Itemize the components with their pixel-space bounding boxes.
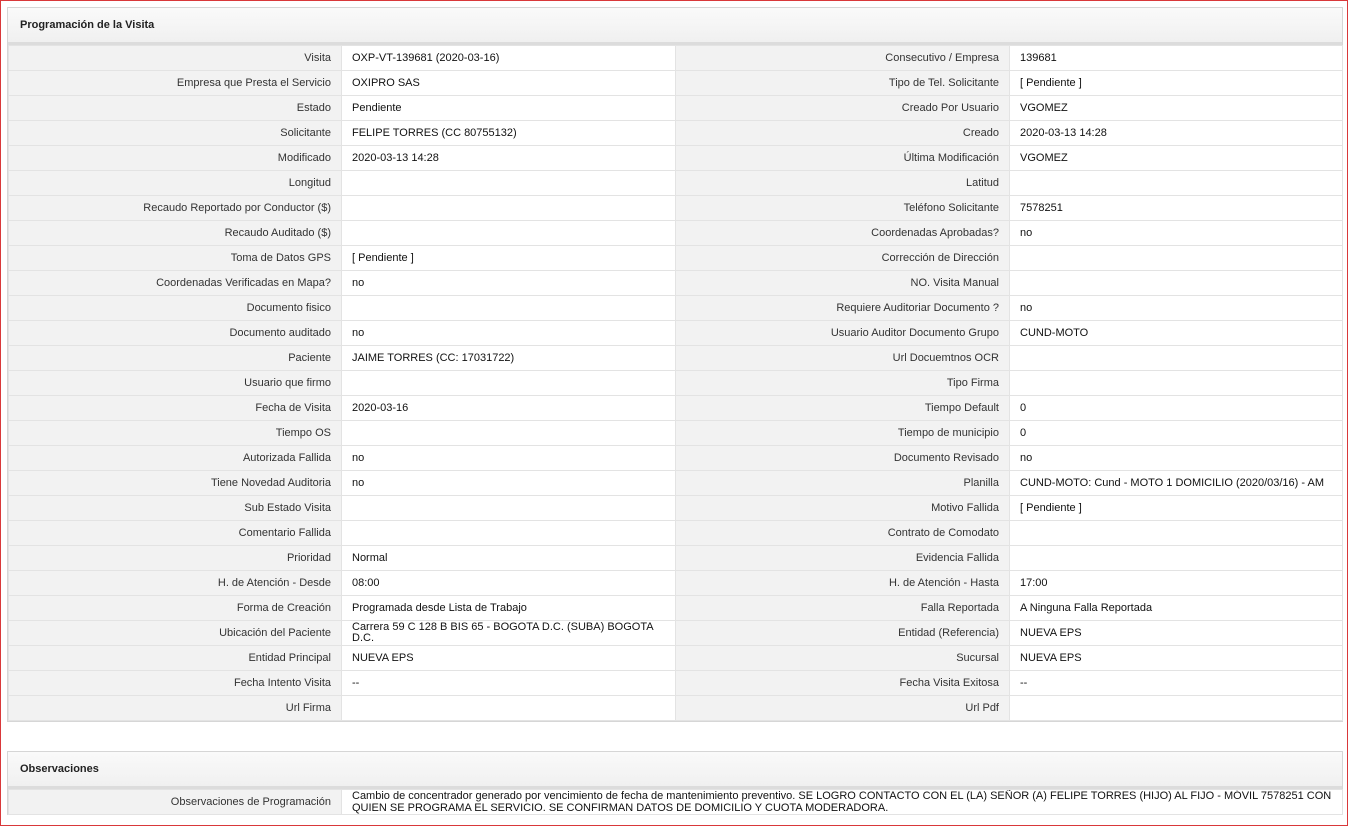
table-row <box>9 471 1343 496</box>
table-row <box>9 696 1343 721</box>
field-value: Pendiente <box>342 96 676 121</box>
observaciones-title: Observaciones <box>8 752 1342 789</box>
table-row <box>9 146 1343 171</box>
field-value: 139681 <box>1010 46 1343 71</box>
field-label: Documento fisico <box>9 296 342 321</box>
table-row <box>9 46 1343 71</box>
field-value: -- <box>1010 671 1343 696</box>
table-row <box>9 321 1343 346</box>
field-label: Tiempo de municipio <box>676 421 1010 446</box>
field-value: Carrera 59 C 128 B BIS 65 - BOGOTA D.C. (SUBA) BOGOTA D.C. <box>342 621 676 646</box>
field-value: CUND-MOTO <box>1010 321 1343 346</box>
field-value: [ Pendiente ] <box>1010 496 1343 521</box>
field-label: Toma de Datos GPS <box>9 246 342 271</box>
field-label: Fecha Intento Visita <box>9 671 342 696</box>
programacion-title: Programación de la Visita <box>8 8 1342 45</box>
field-label: Paciente <box>9 346 342 371</box>
field-label: Tiene Novedad Auditoria <box>9 471 342 496</box>
table-row <box>9 546 1343 571</box>
table-row <box>9 596 1343 621</box>
field-value <box>342 696 676 721</box>
field-label: Comentario Fallida <box>9 521 342 546</box>
field-label: Usuario que firmo <box>9 371 342 396</box>
table-row <box>9 396 1343 421</box>
field-value: FELIPE TORRES (CC 80755132) <box>342 121 676 146</box>
table-row <box>9 96 1343 121</box>
field-value <box>342 496 676 521</box>
field-value: 08:00 <box>342 571 676 596</box>
field-label: Evidencia Fallida <box>676 546 1010 571</box>
table-row <box>9 446 1343 471</box>
field-value: A Ninguna Falla Reportada <box>1010 596 1343 621</box>
field-value: CUND-MOTO: Cund - MOTO 1 DOMICILIO (2020/03/16) - AM <box>1010 471 1343 496</box>
field-label: Recaudo Reportado por Conductor ($) <box>9 196 342 221</box>
field-label: Modificado <box>9 146 342 171</box>
field-label: Forma de Creación <box>9 596 342 621</box>
programacion-table <box>8 45 1343 721</box>
field-label: Usuario Auditor Documento Grupo <box>676 321 1010 346</box>
field-value: Programada desde Lista de Trabajo <box>342 596 676 621</box>
field-label: Documento Revisado <box>676 446 1010 471</box>
field-label: Autorizada Fallida <box>9 446 342 471</box>
field-value: OXIPRO SAS <box>342 71 676 96</box>
field-value <box>342 171 676 196</box>
field-value: no <box>1010 221 1343 246</box>
table-row <box>9 496 1343 521</box>
field-value: no <box>1010 296 1343 321</box>
field-label: Latitud <box>676 171 1010 196</box>
field-value: 0 <box>1010 421 1343 446</box>
observaciones-label: Observaciones de Programación <box>9 790 342 815</box>
field-value: 17:00 <box>1010 571 1343 596</box>
field-value: NUEVA EPS <box>1010 621 1343 646</box>
field-label: Entidad Principal <box>9 646 342 671</box>
field-value <box>1010 346 1343 371</box>
table-row <box>9 221 1343 246</box>
field-value <box>1010 271 1343 296</box>
field-value: OXP-VT-139681 (2020-03-16) <box>342 46 676 71</box>
field-label: Visita <box>9 46 342 71</box>
field-label: Sub Estado Visita <box>9 496 342 521</box>
field-label: Corrección de Dirección <box>676 246 1010 271</box>
table-row <box>9 671 1343 696</box>
field-value: Normal <box>342 546 676 571</box>
field-label: Estado <box>9 96 342 121</box>
field-label: Contrato de Comodato <box>676 521 1010 546</box>
field-value: no <box>342 471 676 496</box>
field-label: Url Pdf <box>676 696 1010 721</box>
table-row <box>9 171 1343 196</box>
field-value <box>1010 171 1343 196</box>
table-row <box>9 521 1343 546</box>
field-value <box>342 221 676 246</box>
table-row <box>9 371 1343 396</box>
field-label: Motivo Fallida <box>676 496 1010 521</box>
field-label: Coordenadas Verificadas en Mapa? <box>9 271 342 296</box>
field-value: -- <box>342 671 676 696</box>
field-value: JAIME TORRES (CC: 17031722) <box>342 346 676 371</box>
field-value <box>342 296 676 321</box>
field-label: Planilla <box>676 471 1010 496</box>
field-label: Creado <box>676 121 1010 146</box>
table-row <box>9 71 1343 96</box>
field-label: Url Docuemtnos OCR <box>676 346 1010 371</box>
field-label: Tipo Firma <box>676 371 1010 396</box>
field-value: [ Pendiente ] <box>1010 71 1343 96</box>
field-label: Teléfono Solicitante <box>676 196 1010 221</box>
field-label: Requiere Auditoriar Documento ? <box>676 296 1010 321</box>
field-value: 0 <box>1010 396 1343 421</box>
field-value <box>1010 246 1343 271</box>
table-row <box>9 296 1343 321</box>
observaciones-panel <box>7 751 1343 815</box>
field-value <box>1010 696 1343 721</box>
field-label: Tiempo Default <box>676 396 1010 421</box>
field-value: 7578251 <box>1010 196 1343 221</box>
field-label: Tipo de Tel. Solicitante <box>676 71 1010 96</box>
field-label: Url Firma <box>9 696 342 721</box>
field-label: Fecha de Visita <box>9 396 342 421</box>
field-value: no <box>342 321 676 346</box>
table-row <box>9 246 1343 271</box>
field-label: Ubicación del Paciente <box>9 621 342 646</box>
field-label: Última Modificación <box>676 146 1010 171</box>
field-value: [ Pendiente ] <box>342 246 676 271</box>
field-value: 2020-03-13 14:28 <box>1010 121 1343 146</box>
field-value: NUEVA EPS <box>1010 646 1343 671</box>
field-value <box>342 521 676 546</box>
field-value <box>1010 371 1343 396</box>
field-label: Solicitante <box>9 121 342 146</box>
field-value: 2020-03-16 <box>342 396 676 421</box>
field-label: Entidad (Referencia) <box>676 621 1010 646</box>
field-label: H. de Atención - Hasta <box>676 571 1010 596</box>
field-value: no <box>342 446 676 471</box>
table-row <box>9 421 1343 446</box>
field-value: no <box>1010 446 1343 471</box>
field-label: Coordenadas Aprobadas? <box>676 221 1010 246</box>
table-row <box>9 121 1343 146</box>
field-label: Consecutivo / Empresa <box>676 46 1010 71</box>
field-value: VGOMEZ <box>1010 96 1343 121</box>
table-row <box>9 571 1343 596</box>
field-value <box>342 196 676 221</box>
field-label: Empresa que Presta el Servicio <box>9 71 342 96</box>
table-row <box>9 646 1343 671</box>
programacion-panel <box>7 7 1343 722</box>
field-label: Sucursal <box>676 646 1010 671</box>
field-value: NUEVA EPS <box>342 646 676 671</box>
field-value: no <box>342 271 676 296</box>
field-label: Documento auditado <box>9 321 342 346</box>
field-label: Fecha Visita Exitosa <box>676 671 1010 696</box>
field-value: 2020-03-13 14:28 <box>342 146 676 171</box>
observaciones-table <box>8 789 1343 815</box>
field-value <box>1010 521 1343 546</box>
table-row <box>9 790 1343 815</box>
field-label: Tiempo OS <box>9 421 342 446</box>
table-row <box>9 621 1343 646</box>
field-value <box>342 421 676 446</box>
field-label: Longitud <box>9 171 342 196</box>
table-row <box>9 346 1343 371</box>
field-value <box>1010 546 1343 571</box>
field-value <box>342 371 676 396</box>
table-row <box>9 196 1343 221</box>
field-label: Creado Por Usuario <box>676 96 1010 121</box>
field-label: Prioridad <box>9 546 342 571</box>
table-row <box>9 271 1343 296</box>
field-label: H. de Atención - Desde <box>9 571 342 596</box>
observaciones-value: Cambio de concentrador generado por vencimiento de fecha de mantenimiento preventivo. SE LOGRO CONTACTO CON EL (LA) SEÑOR (A) FELIPE TORRES (HIJO) AL FIJO - MÓVIL 7578251 CON QUIEN SE PROGRAMA EL SERVICIO. SE CONFIRMAN DATOS DE DOMICILIO Y CUOTA MODERADORA. <box>342 790 1343 815</box>
field-value: VGOMEZ <box>1010 146 1343 171</box>
field-label: NO. Visita Manual <box>676 271 1010 296</box>
field-label: Recaudo Auditado ($) <box>9 221 342 246</box>
field-label: Falla Reportada <box>676 596 1010 621</box>
